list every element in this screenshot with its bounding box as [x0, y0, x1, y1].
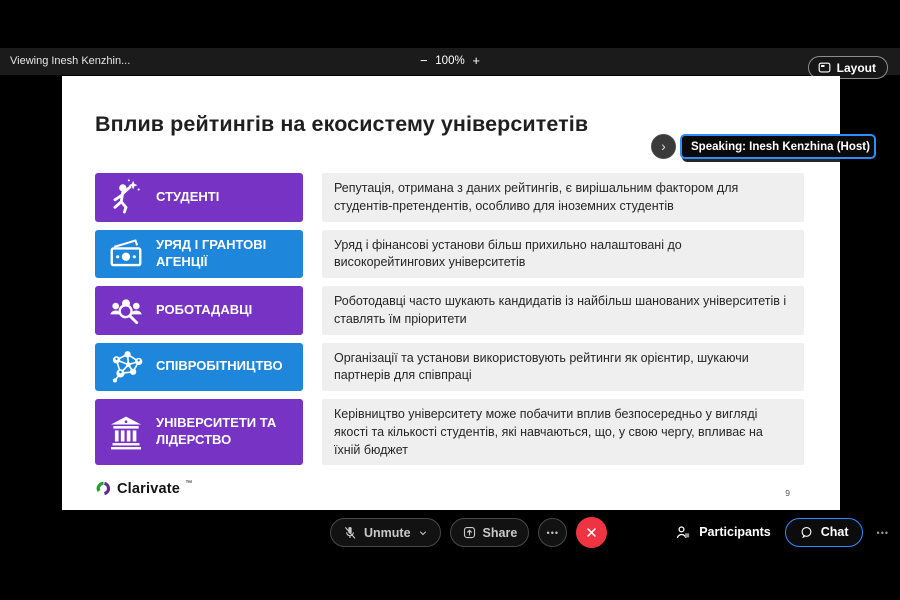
- slide-title: Вплив рейтингів на екосистему університетів: [95, 112, 589, 136]
- leave-meeting-button[interactable]: [576, 517, 607, 548]
- participants-button[interactable]: [674, 523, 771, 541]
- category-label: РОБОТАДАВЦІ: [156, 301, 253, 317]
- layout-icon: [817, 60, 832, 75]
- slide-row-employers: [95, 286, 804, 335]
- description-text: Репутація, отримана з даних рейтингів, є вирішальним фактором для студентів-претендентів, особливо для іноземних студентів: [334, 181, 739, 213]
- description-box: [322, 343, 804, 392]
- overflow-menu-button[interactable]: [877, 525, 889, 539]
- category-label: СТУДЕНТІ: [156, 188, 220, 204]
- share-icon: [462, 525, 477, 540]
- description-text: Організації та установи використовують рейтинги як орієнтир, шукаючи партнерів для співпраці: [334, 350, 749, 383]
- slide-row-collaboration: [95, 343, 804, 392]
- category-label: УНІВЕРСИТЕТИ ТА ЛІДЕРСТВО: [156, 415, 277, 448]
- viewing-label: Viewing Inesh Kenzhin...: [10, 55, 131, 67]
- call-controls: [330, 517, 607, 548]
- category-box-students: [95, 173, 303, 222]
- category-box-government: [95, 230, 303, 279]
- category-box-universities: [95, 399, 303, 465]
- slide-body: [95, 173, 804, 465]
- chat-icon: [799, 525, 814, 540]
- description-text: Уряд і фінансові установи більш прихильно налаштовані до високорейтингових університетів: [334, 237, 682, 270]
- chat-label: Chat: [820, 525, 849, 539]
- slide-footer: [95, 480, 192, 497]
- chevron-down-icon: [417, 527, 429, 539]
- share-button[interactable]: [450, 518, 530, 547]
- panel-controls: [674, 517, 889, 547]
- zoom-in-button[interactable]: +: [472, 53, 480, 68]
- description-box: [322, 286, 804, 335]
- ellipsis-icon: •••: [876, 528, 889, 538]
- slide-row-government: [95, 230, 804, 279]
- chevron-right-icon[interactable]: ›: [651, 134, 676, 159]
- description-box: [322, 173, 804, 222]
- speaking-banner-wrap: [651, 134, 876, 159]
- slide-row-universities: [95, 399, 804, 465]
- clarivate-logo-icon: [95, 480, 112, 497]
- category-box-employers: [95, 286, 303, 335]
- student-icon: [105, 178, 147, 216]
- unmute-button[interactable]: [330, 518, 441, 547]
- description-box: [322, 230, 804, 279]
- money-icon: [105, 235, 147, 273]
- layout-button-label: Layout: [836, 60, 876, 75]
- mic-off-icon: [342, 525, 358, 541]
- trademark-symbol: ™: [185, 480, 193, 487]
- more-options-button[interactable]: [538, 518, 567, 547]
- description-box: [322, 399, 804, 465]
- people-search-icon: [105, 291, 147, 329]
- share-label: Share: [482, 525, 518, 540]
- slide-page-number: 9: [785, 488, 790, 498]
- speaking-banner: Speaking: Inesh Kenzhina (Host): [680, 134, 876, 159]
- category-label: СПІВРОБІТНИЦТВО: [156, 358, 283, 374]
- zoom-level-label: 100%: [435, 54, 465, 67]
- category-box-collaboration: [95, 343, 303, 392]
- network-icon: [105, 348, 147, 386]
- description-text: Роботодавці часто шукають кандидатів із найбільш шанованих університетів і ставлять їм пріоритети: [334, 294, 787, 326]
- clarivate-logo-text: Clarivate: [117, 480, 181, 497]
- chat-button[interactable]: [785, 518, 863, 547]
- unmute-label: Unmute: [364, 525, 411, 540]
- zoom-controls: [420, 54, 480, 67]
- category-label: УРЯД І ГРАНТОВІ АГЕНЦІЇ: [156, 236, 267, 269]
- close-icon: [584, 525, 599, 540]
- zoom-out-button[interactable]: −: [420, 53, 428, 68]
- slide-row-students: [95, 173, 804, 222]
- participants-icon: [674, 523, 692, 541]
- meeting-topbar: [0, 48, 900, 75]
- university-icon: [105, 413, 147, 451]
- participants-label: Participants: [699, 525, 771, 539]
- ellipsis-icon: •••: [546, 527, 559, 538]
- description-text: Керівництво університету може побачити вплив безпосередньо у вигляді якості та кількості студентів, які навчаються, що, у свою чергу, впливає на їхній бюджет: [334, 407, 763, 457]
